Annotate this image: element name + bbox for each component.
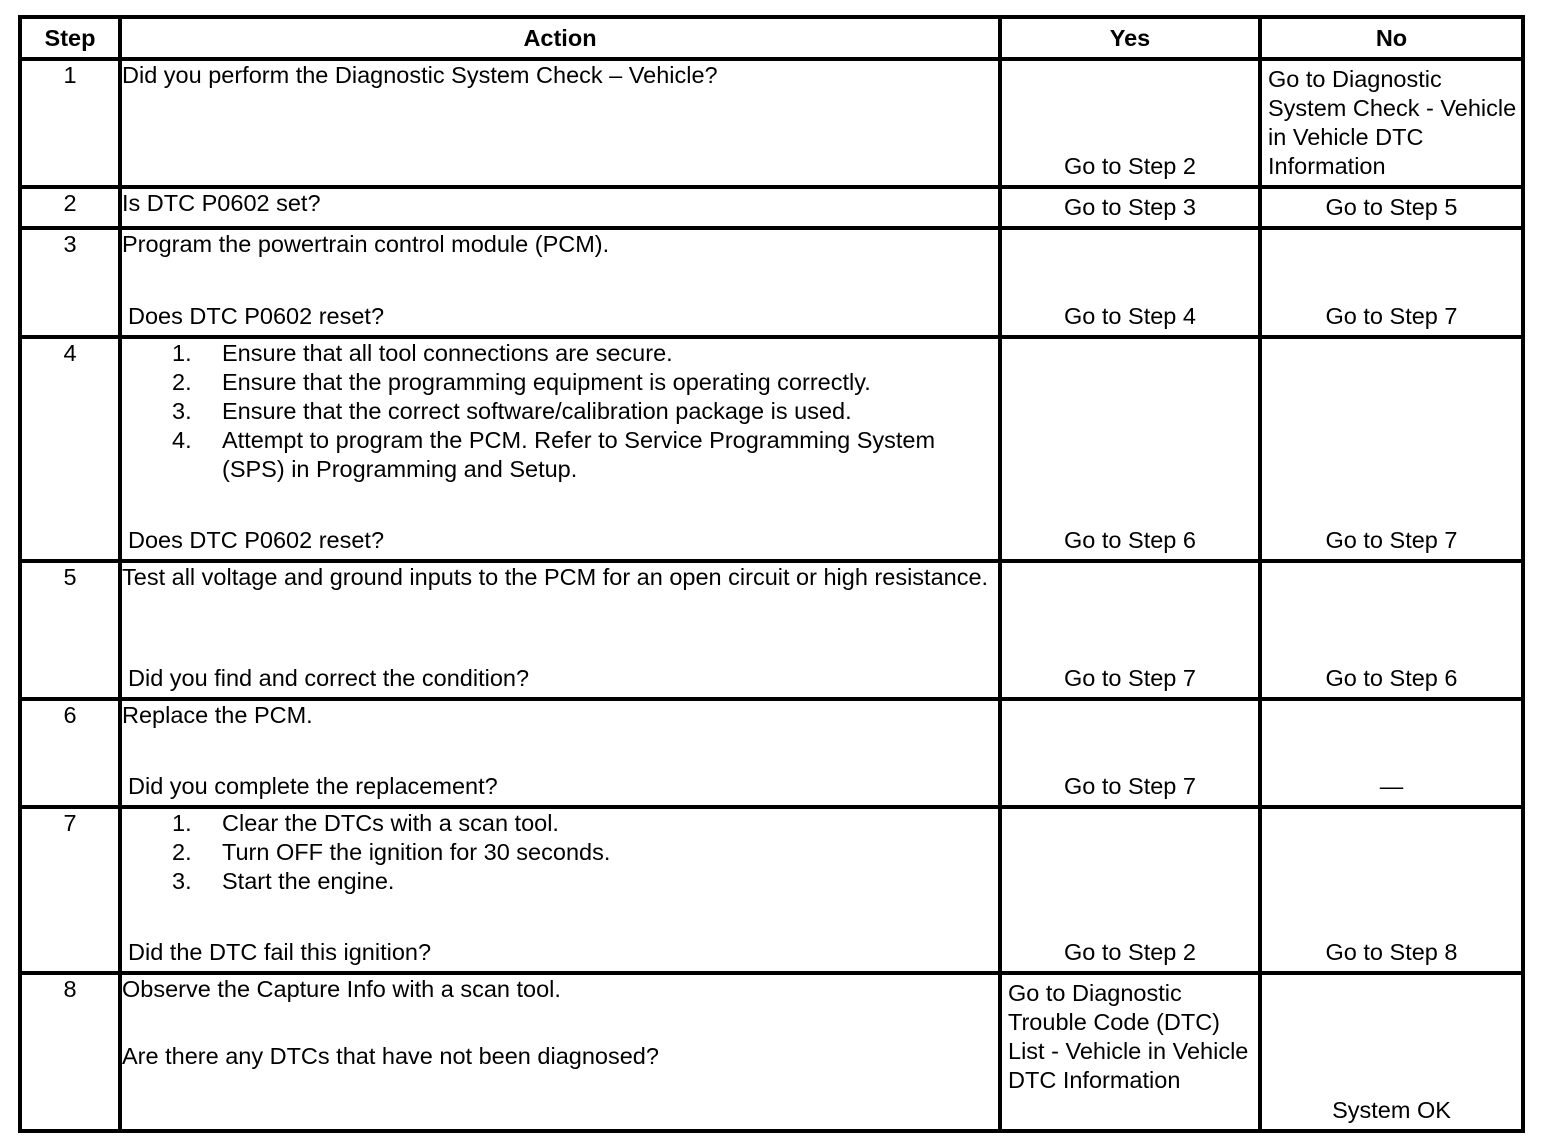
header-no: No [1260,17,1523,59]
yes-result: Go to Step 2 [1064,939,1196,965]
action-question: Did the DTC fail this ignition? [128,939,432,965]
step-number: 3 [20,228,120,337]
header-step: Step [20,17,120,59]
table-row [20,807,1523,973]
action-question: Does DTC P0602 reset? [128,527,385,553]
yes-cell [1000,561,1260,699]
list-item [122,867,998,896]
header-action: Action [120,17,1000,59]
no-result: Go to Step 7 [1325,303,1458,329]
yes-result: Go to Step 7 [1064,665,1196,691]
no-cell [1260,187,1523,228]
no-cell [1260,807,1523,973]
action-cell [120,699,1000,807]
no-cell [1260,228,1523,337]
action-instruction: Is DTC P0602 set? [122,190,321,216]
action-cell [120,187,1000,228]
action-instruction: Did you perform the Diagnostic System Check – Vehicle? [122,62,718,88]
step-number: 2 [20,187,120,228]
action-instruction: Replace the PCM. [122,702,313,728]
list-text: Turn OFF the ignition for 30 seconds. [222,839,611,865]
table-row [20,59,1523,187]
no-result: Go to Step 5 [1325,194,1458,220]
no-cell [1260,337,1523,561]
yes-result: Go to Step 3 [1064,194,1196,220]
step-number: 5 [20,561,120,699]
action-cell [120,59,1000,187]
list-item [122,368,998,397]
table-row [20,561,1523,699]
yes-cell [1000,187,1260,228]
instruction-list [122,339,998,484]
yes-cell [1000,807,1260,973]
table-row [20,973,1523,1131]
list-number: 3. [172,398,192,424]
list-item [122,397,998,426]
action-cell [120,973,1000,1131]
table-row [20,187,1523,228]
no-result: Go to Step 6 [1325,665,1458,691]
action-instruction: Program the powertrain control module (PCM). [122,231,610,257]
list-number: 1. [172,340,192,366]
diagnostic-table [18,15,1525,1133]
list-text: Attempt to program the PCM. Refer to Service Programming System (SPS) in Programming and Setup. [222,427,936,482]
yes-cell [1000,973,1260,1131]
action-question: Does DTC P0602 reset? [128,303,385,329]
no-cell [1260,561,1523,699]
list-number: 3. [172,868,192,894]
yes-cell [1000,228,1260,337]
step-number: 7 [20,807,120,973]
step-number: 1 [20,59,120,187]
no-cell [1260,973,1523,1131]
action-question: Are there any DTCs that have not been diagnosed? [122,1043,659,1069]
no-result: Go to Diagnostic System Check - Vehicle in Vehicle DTC Information [1268,66,1517,179]
list-item [122,809,998,838]
list-number: 2. [172,839,192,865]
yes-cell [1000,699,1260,807]
table-row [20,337,1523,561]
yes-result: Go to Step 4 [1064,303,1196,329]
list-item [122,838,998,867]
step-number: 4 [20,337,120,561]
no-cell [1260,699,1523,807]
step-number: 6 [20,699,120,807]
list-number: 1. [172,810,192,836]
no-result: Go to Step 7 [1325,527,1458,553]
list-text: Ensure that the programming equipment is operating correctly. [222,369,871,395]
action-cell [120,807,1000,973]
table-row [20,228,1523,337]
no-result: Go to Step 8 [1325,939,1458,965]
action-cell [120,561,1000,699]
list-text: Ensure that the correct software/calibration package is used. [222,398,852,424]
no-result: — [1379,773,1404,799]
table-row [20,699,1523,807]
list-text: Ensure that all tool connections are secure. [222,340,673,366]
header-row [20,17,1523,59]
no-result: System OK [1332,1097,1451,1123]
no-cell [1260,59,1523,187]
action-question: Did you complete the replacement? [128,773,498,799]
header-yes: Yes [1000,17,1260,59]
list-item [122,426,998,484]
list-number: 2. [172,369,192,395]
list-number: 4. [172,427,192,453]
instruction-list [122,809,998,896]
action-instruction: Test all voltage and ground inputs to the PCM for an open circuit or high resistance. [122,564,989,590]
yes-result: Go to Step 2 [1064,153,1196,179]
list-item [122,339,998,368]
list-text: Clear the DTCs with a scan tool. [222,810,559,836]
yes-cell [1000,59,1260,187]
list-text: Start the engine. [222,868,395,894]
action-question: Did you find and correct the condition? [128,665,530,691]
yes-result: Go to Diagnostic Trouble Code (DTC) List - Vehicle in Vehicle DTC Information [1008,980,1249,1093]
yes-result: Go to Step 6 [1064,527,1196,553]
yes-cell [1000,337,1260,561]
yes-result: Go to Step 7 [1064,773,1196,799]
step-number: 8 [20,973,120,1131]
action-instruction: Observe the Capture Info with a scan tool. [122,976,561,1002]
action-cell [120,228,1000,337]
action-cell [120,337,1000,561]
